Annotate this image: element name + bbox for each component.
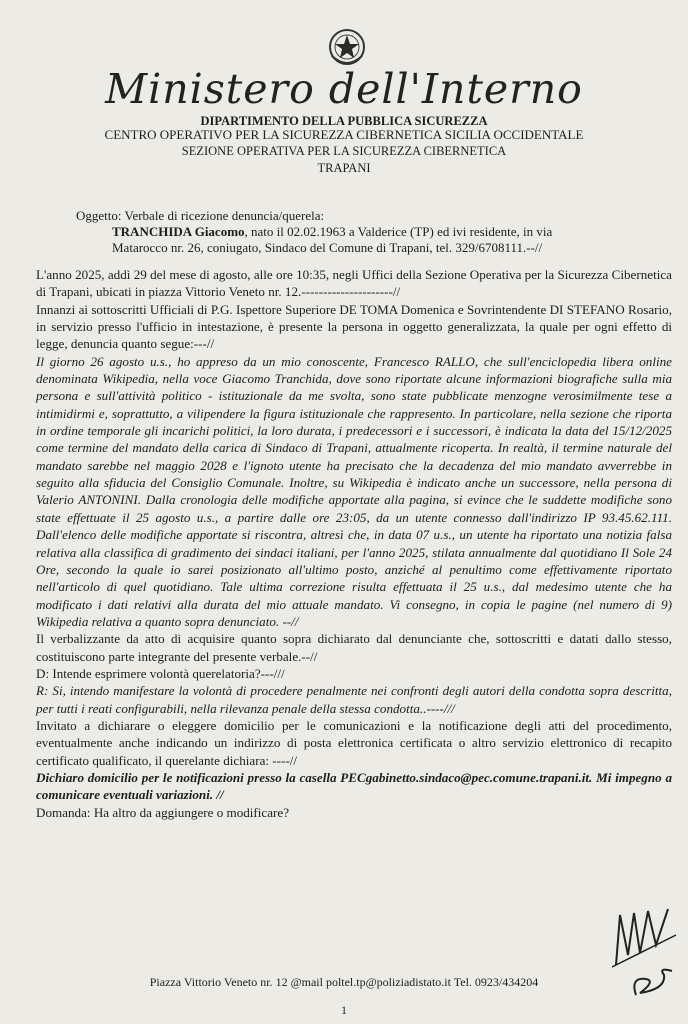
- subject-details-1: , nato il 02.02.1963 a Valderice (TP) ed ivi residente, in via: [244, 224, 553, 239]
- subject-person: [112, 224, 656, 240]
- department-heading: DIPARTIMENTO DELLA PUBBLICA SICUREZZA: [200, 114, 488, 128]
- footer-contacts: Piazza Vittorio Veneto nr. 12 @mail poltel.tp@poliziadistato.it Tel. 0923/434204: [149, 975, 539, 989]
- complaint-statement: Il giorno 26 agosto u.s., ho appreso da un mio conoscente, Francesco RALLO, che sull'enciclopedia libera online denominata Wikipedia, nella voce Giacomo Tranchida, dove sono riportate alcune informazioni biografiche sulla mia persona e sull'attività politico - istituzionale da me svolta, sono state pubblicate menzogne verosimilmente tese a intimidirmi e, soprattutto, a vilipendere la figura istituzionale che rappresento. In particolare, nella sezione che riporta in ordine temporale gli incarichi politici, la loro durata, i predecessori e i successori, è indicata la data del 15/12/2025 come termine del mandato della carica di Sindaco di Trapani, attualmente ricoperta. In realtà, il termine naturale del mandato sarebbe nel maggio 2028 e l'ignoto utente ha precisato che la decadenza del mio mandato avverrebbe in seguito alla sfiducia del Consiglio Comunale. Inoltre, su Wikipedia è indicato anche un successore, nella persona di Valerio ANTONINI. Dalla cronologia delle modifiche apportate alla pagina, si evince che le suddette modifiche sono state effettuate il 25 agosto u.s., a partire dalle ore 23:05, da un utente connesso dall'indirizzo IP 93.45.62.111. Dall'elenco delle modifiche apportate si riscontra, altresì che, in data 07 u.s., un utente ha riportato una notizia falsa relativa alla classifica di gradimento dei sindaci italiani, per l'anno 2025, stilata annualmente dal quotidiano Il Sole 24 Ore, secondo la quale io sarei posizionato all'ultimo posto, anziché al penultimo come effettivamente riportato nell'articolo di quel quotidiano. Tale ultima correzione risulta effettuata il 25 u.s., dal medesimo utente che ha modificato i dati relativi alla durata del mio attuale mandato. Vi consegno, in copia le pagine (nel numero di 9) Wikipedia relativa a quanto sopra denunciato. --//: [36, 353, 672, 629]
- italian-republic-emblem-icon: [326, 26, 368, 68]
- domicile-declaration: Dichiaro domicilio per le notificazioni presso la casella PECgabinetto.sindaco@pec.comune.trapani.it. Mi impegno a comunicare eventuali variazioni. //: [36, 769, 672, 803]
- subject-details-2: Matarocco nr. 26, coniugato, Sindaco del Comune di Trapani, tel. 329/6708111.--//: [112, 240, 543, 255]
- paragraph-opening: L'anno 2025, addì 29 del mese di agosto, alle ore 10:35, negli Uffici della Sezione Operativa per la Sicurezza Cibernetica di Trapani, ubicati in piazza Vittorio Veneto nr. 12.---------------------//: [36, 267, 672, 300]
- paragraph-officers: Innanzi ai sottoscritti Ufficiali di P.G. Ispettore Superiore DE TOMA Domenica e Sovrintendente DI STEFANO Rosario, in servizio presso l'ufficio in intestazione, è presente la persona in oggetto generalizzata, la quale per ogni effetto di legge, denuncia quanto segue:---//: [36, 301, 672, 352]
- centre-heading: CENTRO OPERATIVO PER LA SICUREZZA CIBERNETICA SICILIA OCCIDENTALE: [104, 127, 584, 142]
- page-number: 1: [341, 1003, 347, 1017]
- question-additions: Domanda: Ha altro da aggiungere o modificare?: [36, 804, 290, 820]
- report-body: [36, 266, 672, 821]
- answer-prosecution: R: Si, intendo manifestare la volontà di procedere penalmente nei confronti degli autori della condotta sopra descritta, per tutti i reati configurabili, nella rilevanza penale della stessa condotta..----///: [36, 683, 672, 716]
- question-prosecution: D: Intende esprimere volontà querelatoria?---///: [36, 665, 285, 681]
- ministry-title: Ministero dell'Interno: [105, 65, 583, 113]
- paragraph-domicile-request: Invitato a dichiarare o eleggere domicilio per le comunicazioni e la notificazione degli atti del procedimento, eventualmente anche indicando un indirizzo di posta elettronica certificata o altro servizio elettronico di recapito certificato qualificato, il querelante dichiara: ----//: [36, 717, 672, 768]
- subject-name: TRANCHIDA Giacomo: [112, 224, 245, 239]
- paragraph-acquisition: Il verbalizzante da atto di acquisire quanto sopra dichiarato dal denunciante che, sottoscritti e datati dallo stesso, costituiscono parte integrante del presente verbale.--//: [36, 631, 672, 664]
- section-heading: SEZIONE OPERATIVA PER LA SICUREZZA CIBERNETICA: [181, 144, 507, 158]
- subject-block: [76, 208, 656, 256]
- subject-label: Oggetto: Verbale di ricezione denuncia/querela:: [76, 208, 325, 223]
- city-heading: TRAPANI: [317, 161, 371, 175]
